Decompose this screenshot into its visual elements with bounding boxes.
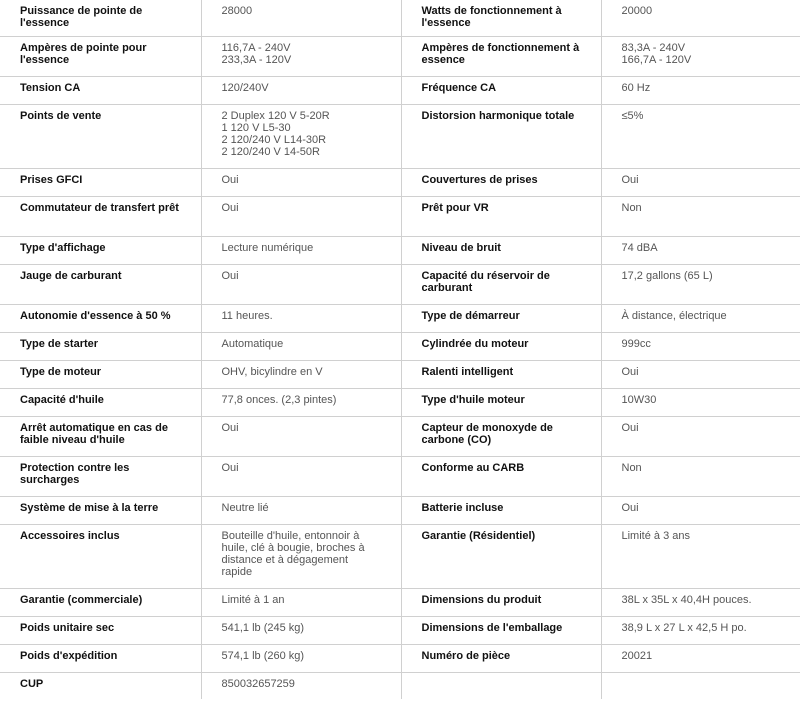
spec-value: Oui [601, 168, 800, 196]
spec-value: 83,3A - 240V 166,7A - 120V [601, 36, 800, 76]
spec-label: Prises GFCI [0, 168, 201, 196]
spec-label: Type de starter [0, 332, 201, 360]
spec-label: Capacité d'huile [0, 388, 201, 416]
spec-label: Type de moteur [0, 360, 201, 388]
spec-label: Watts de fonctionnement à l'essence [401, 0, 601, 36]
table-row [0, 496, 800, 524]
table-row [0, 36, 800, 76]
spec-label: Ralenti intelligent [401, 360, 601, 388]
spec-value: Oui [601, 360, 800, 388]
spec-label: Autonomie d'essence à 50 % [0, 304, 201, 332]
spec-value: 77,8 onces. (2,3 pintes) [201, 388, 401, 416]
spec-label: Cylindrée du moteur [401, 332, 601, 360]
spec-label: Numéro de pièce [401, 644, 601, 672]
table-row [0, 236, 800, 264]
spec-label: Dimensions de l'emballage [401, 616, 601, 644]
spec-value: Bouteille d'huile, entonnoir à huile, clé à bougie, broches à distance et à dégagement rapide [201, 524, 401, 588]
spec-value: ≤5% [601, 104, 800, 168]
spec-label: Garantie (Résidentiel) [401, 524, 601, 588]
spec-label: Arrêt automatique en cas de faible niveau d'huile [0, 416, 201, 456]
spec-label: Poids unitaire sec [0, 616, 201, 644]
table-row [0, 456, 800, 496]
spec-value: 74 dBA [601, 236, 800, 264]
spec-value: 20000 [601, 0, 800, 36]
spec-label: Système de mise à la terre [0, 496, 201, 524]
spec-value: 574,1 lb (260 kg) [201, 644, 401, 672]
spec-value: 10W30 [601, 388, 800, 416]
spec-value: 20021 [601, 644, 800, 672]
spec-label: Poids d'expédition [0, 644, 201, 672]
spec-value: 28000 [201, 0, 401, 36]
spec-label: Capacité du réservoir de carburant [401, 264, 601, 304]
spec-value: 850032657259 [201, 672, 401, 699]
spec-label: Protection contre les surcharges [0, 456, 201, 496]
spec-label: Garantie (commerciale) [0, 588, 201, 616]
spec-label: Type d'huile moteur [401, 388, 601, 416]
spec-label: Tension CA [0, 76, 201, 104]
spec-value: 17,2 gallons (65 L) [601, 264, 800, 304]
spec-label [401, 672, 601, 699]
spec-label: Distorsion harmonique totale [401, 104, 601, 168]
spec-value: Oui [201, 416, 401, 456]
table-row [0, 0, 800, 36]
spec-value: Automatique [201, 332, 401, 360]
spec-value: 116,7A - 240V 233,3A - 120V [201, 36, 401, 76]
spec-value: Non [601, 196, 800, 236]
spec-value: Oui [201, 168, 401, 196]
spec-value: À distance, électrique [601, 304, 800, 332]
spec-value: 120/240V [201, 76, 401, 104]
spec-value: 60 Hz [601, 76, 800, 104]
spec-value: 541,1 lb (245 kg) [201, 616, 401, 644]
spec-label: Niveau de bruit [401, 236, 601, 264]
spec-label: Ampères de fonctionnement à essence [401, 36, 601, 76]
spec-value: 38,9 L x 27 L x 42,5 H po. [601, 616, 800, 644]
spec-value: Oui [601, 496, 800, 524]
table-row [0, 588, 800, 616]
spec-value [601, 672, 800, 699]
spec-value: 38L x 35L x 40,4H pouces. [601, 588, 800, 616]
spec-label: Type de démarreur [401, 304, 601, 332]
spec-label: Batterie incluse [401, 496, 601, 524]
table-row [0, 524, 800, 588]
spec-label: CUP [0, 672, 201, 699]
spec-label: Commutateur de transfert prêt [0, 196, 201, 236]
table-row [0, 196, 800, 236]
table-row [0, 76, 800, 104]
spec-label: Conforme au CARB [401, 456, 601, 496]
spec-value: 11 heures. [201, 304, 401, 332]
spec-value: 999cc [601, 332, 800, 360]
table-row [0, 104, 800, 168]
spec-value: Lecture numérique [201, 236, 401, 264]
spec-label: Prêt pour VR [401, 196, 601, 236]
spec-label: Dimensions du produit [401, 588, 601, 616]
spec-value: 2 Duplex 120 V 5-20R 1 120 V L5-30 2 120/240 V L14-30R 2 120/240 V 14-50R [201, 104, 401, 168]
spec-value: Limité à 3 ans [601, 524, 800, 588]
table-row [0, 416, 800, 456]
table-row [0, 264, 800, 304]
spec-label: Accessoires inclus [0, 524, 201, 588]
spec-value: OHV, bicylindre en V [201, 360, 401, 388]
table-row [0, 644, 800, 672]
table-row [0, 304, 800, 332]
table-row [0, 332, 800, 360]
spec-label: Points de vente [0, 104, 201, 168]
spec-value: Oui [201, 264, 401, 304]
spec-value: Non [601, 456, 800, 496]
table-row [0, 168, 800, 196]
spec-value: Neutre lié [201, 496, 401, 524]
table-row [0, 672, 800, 699]
spec-label: Ampères de pointe pour l'essence [0, 36, 201, 76]
table-row [0, 616, 800, 644]
spec-label: Puissance de pointe de l'essence [0, 0, 201, 36]
spec-value: Oui [201, 196, 401, 236]
spec-label: Type d'affichage [0, 236, 201, 264]
spec-value: Limité à 1 an [201, 588, 401, 616]
table-row [0, 360, 800, 388]
spec-label: Couvertures de prises [401, 168, 601, 196]
spec-label: Jauge de carburant [0, 264, 201, 304]
spec-label: Capteur de monoxyde de carbone (CO) [401, 416, 601, 456]
spec-value: Oui [201, 456, 401, 496]
spec-value: Oui [601, 416, 800, 456]
table-row [0, 388, 800, 416]
spec-label: Fréquence CA [401, 76, 601, 104]
